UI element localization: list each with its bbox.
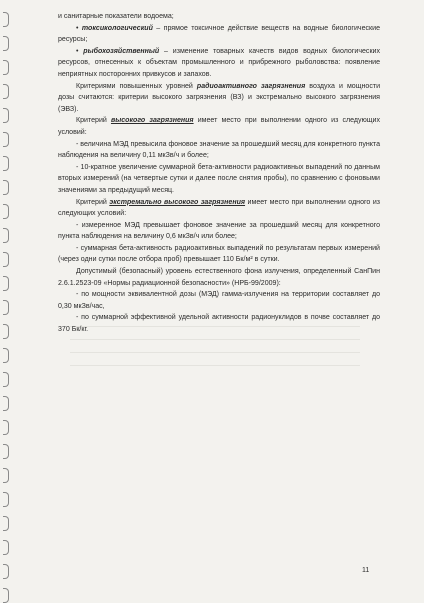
binding-ring	[3, 540, 9, 555]
binding-ring	[3, 84, 9, 99]
binding-ring	[3, 492, 9, 507]
paragraph	[58, 139, 380, 162]
binding-ring	[3, 420, 9, 435]
text-run: Допустимый (безопасный) уровень естественного фона излучения, определенный СанПин 2.6.1.2523-09 «Нормы радиационной безопасности» (НРБ-99/2009):	[58, 268, 380, 287]
binding-ring	[3, 180, 9, 195]
binding-ring	[3, 276, 9, 291]
text-run: имеет место при выполнении одного из следующих условий:	[58, 198, 380, 218]
paragraph	[58, 243, 380, 266]
text-run: - 10-кратное увеличение суммарной бета-активности радиоактивных выпадений по данным вторых измерений (на четвертые сутки и далее после снятия пробы), по сравнению с фоновыми значениями за предыдущий месяц.	[58, 163, 380, 194]
emphasized-term: радиоактивного загрязнения	[196, 82, 306, 90]
binding-ring	[3, 252, 9, 267]
page-number: 11	[362, 567, 370, 574]
text-run: воздуха и мощности дозы считаются: критерии высокого загрязнения (ВЗ) и экстремально высокого загрязнения (ЭВЗ).	[58, 82, 381, 113]
show-through-line	[70, 339, 360, 340]
binding-ring	[3, 60, 9, 75]
binding-ring	[3, 588, 9, 603]
emphasized-term: экстремально высокого загрязнения	[109, 198, 246, 206]
text-run: имеет место при выполнении одного из следующих условий:	[58, 117, 381, 136]
binding-ring	[3, 300, 9, 315]
binding-ring	[3, 36, 9, 51]
binding-ring	[3, 468, 9, 483]
binding-ring	[3, 396, 9, 411]
paragraph	[58, 289, 380, 312]
text-run: - суммарная бета-активность радиоактивных выпадений по результатам первых измерений (через одни сутки после отбора проб) превышает 110 Бк/м² в сутки.	[58, 244, 380, 264]
paragraph	[58, 46, 380, 81]
binding-ring	[3, 444, 9, 459]
paragraph	[58, 312, 380, 335]
text-run: Критерий	[76, 117, 111, 125]
text-run: и санитарные показатели водоема;	[58, 13, 174, 20]
text-run: - по суммарной эффективной удельной активности радионуклидов в почве составляет до 370 Бк/кг.	[58, 314, 380, 334]
binding-ring	[3, 372, 9, 387]
show-through-line	[70, 352, 360, 353]
text-run: – прямое токсичное действие веществ на водные биологические ресурсы;	[58, 24, 380, 44]
text-run: – изменение товарных качеств видов водных биологических ресурсов, отнесенных к объектам промышленного и прибрежного рыболовства: появление неприятных посторонних привкусов и запахов.	[58, 47, 380, 78]
paragraph	[58, 162, 380, 197]
paragraph	[58, 81, 380, 116]
paragraph	[58, 197, 380, 220]
text-run: Критерий	[76, 198, 110, 206]
binding-ring	[3, 564, 9, 579]
paragraph	[58, 11, 380, 23]
text-run: - по мощности эквивалентной дозы (МЭД) гамма-излучения на территории составляет до 0,30 мкЗв/час,	[58, 291, 380, 310]
binding-ring	[3, 204, 9, 219]
text-run: - измеренное МЭД превышает фоновое значение за прошедший месяц для конкретного пункта наблюдения на величину 0,6 мкЗв/ч или более;	[58, 221, 380, 241]
paragraph	[58, 266, 380, 289]
binding-ring	[3, 132, 9, 147]
binding-ring	[3, 228, 9, 243]
emphasized-term: высокого загрязнения	[110, 117, 194, 125]
binding-ring	[3, 324, 9, 339]
binding-ring	[3, 12, 9, 27]
emphasized-term: токсикологический	[81, 24, 153, 32]
binding-ring	[3, 156, 9, 171]
text-run: •	[76, 47, 84, 55]
binding-ring	[3, 516, 9, 531]
paragraph	[58, 115, 380, 138]
binding-ring	[3, 108, 9, 123]
paragraph	[58, 23, 380, 46]
spiral-binding	[0, 0, 20, 600]
show-through-line	[70, 365, 360, 366]
paragraph	[58, 220, 380, 243]
text-run: •	[76, 24, 82, 32]
text-run: - величина МЭД превысила фоновое значение за прошедший месяц для конкретного пункта наблюдения на величину 0,11 мкЗв/ч и более;	[58, 140, 380, 160]
emphasized-term: рыбохозяйственный	[83, 47, 160, 55]
body-text	[58, 11, 380, 336]
text-run: Критериями повышенных уровней	[76, 82, 197, 90]
binding-ring	[3, 348, 9, 363]
